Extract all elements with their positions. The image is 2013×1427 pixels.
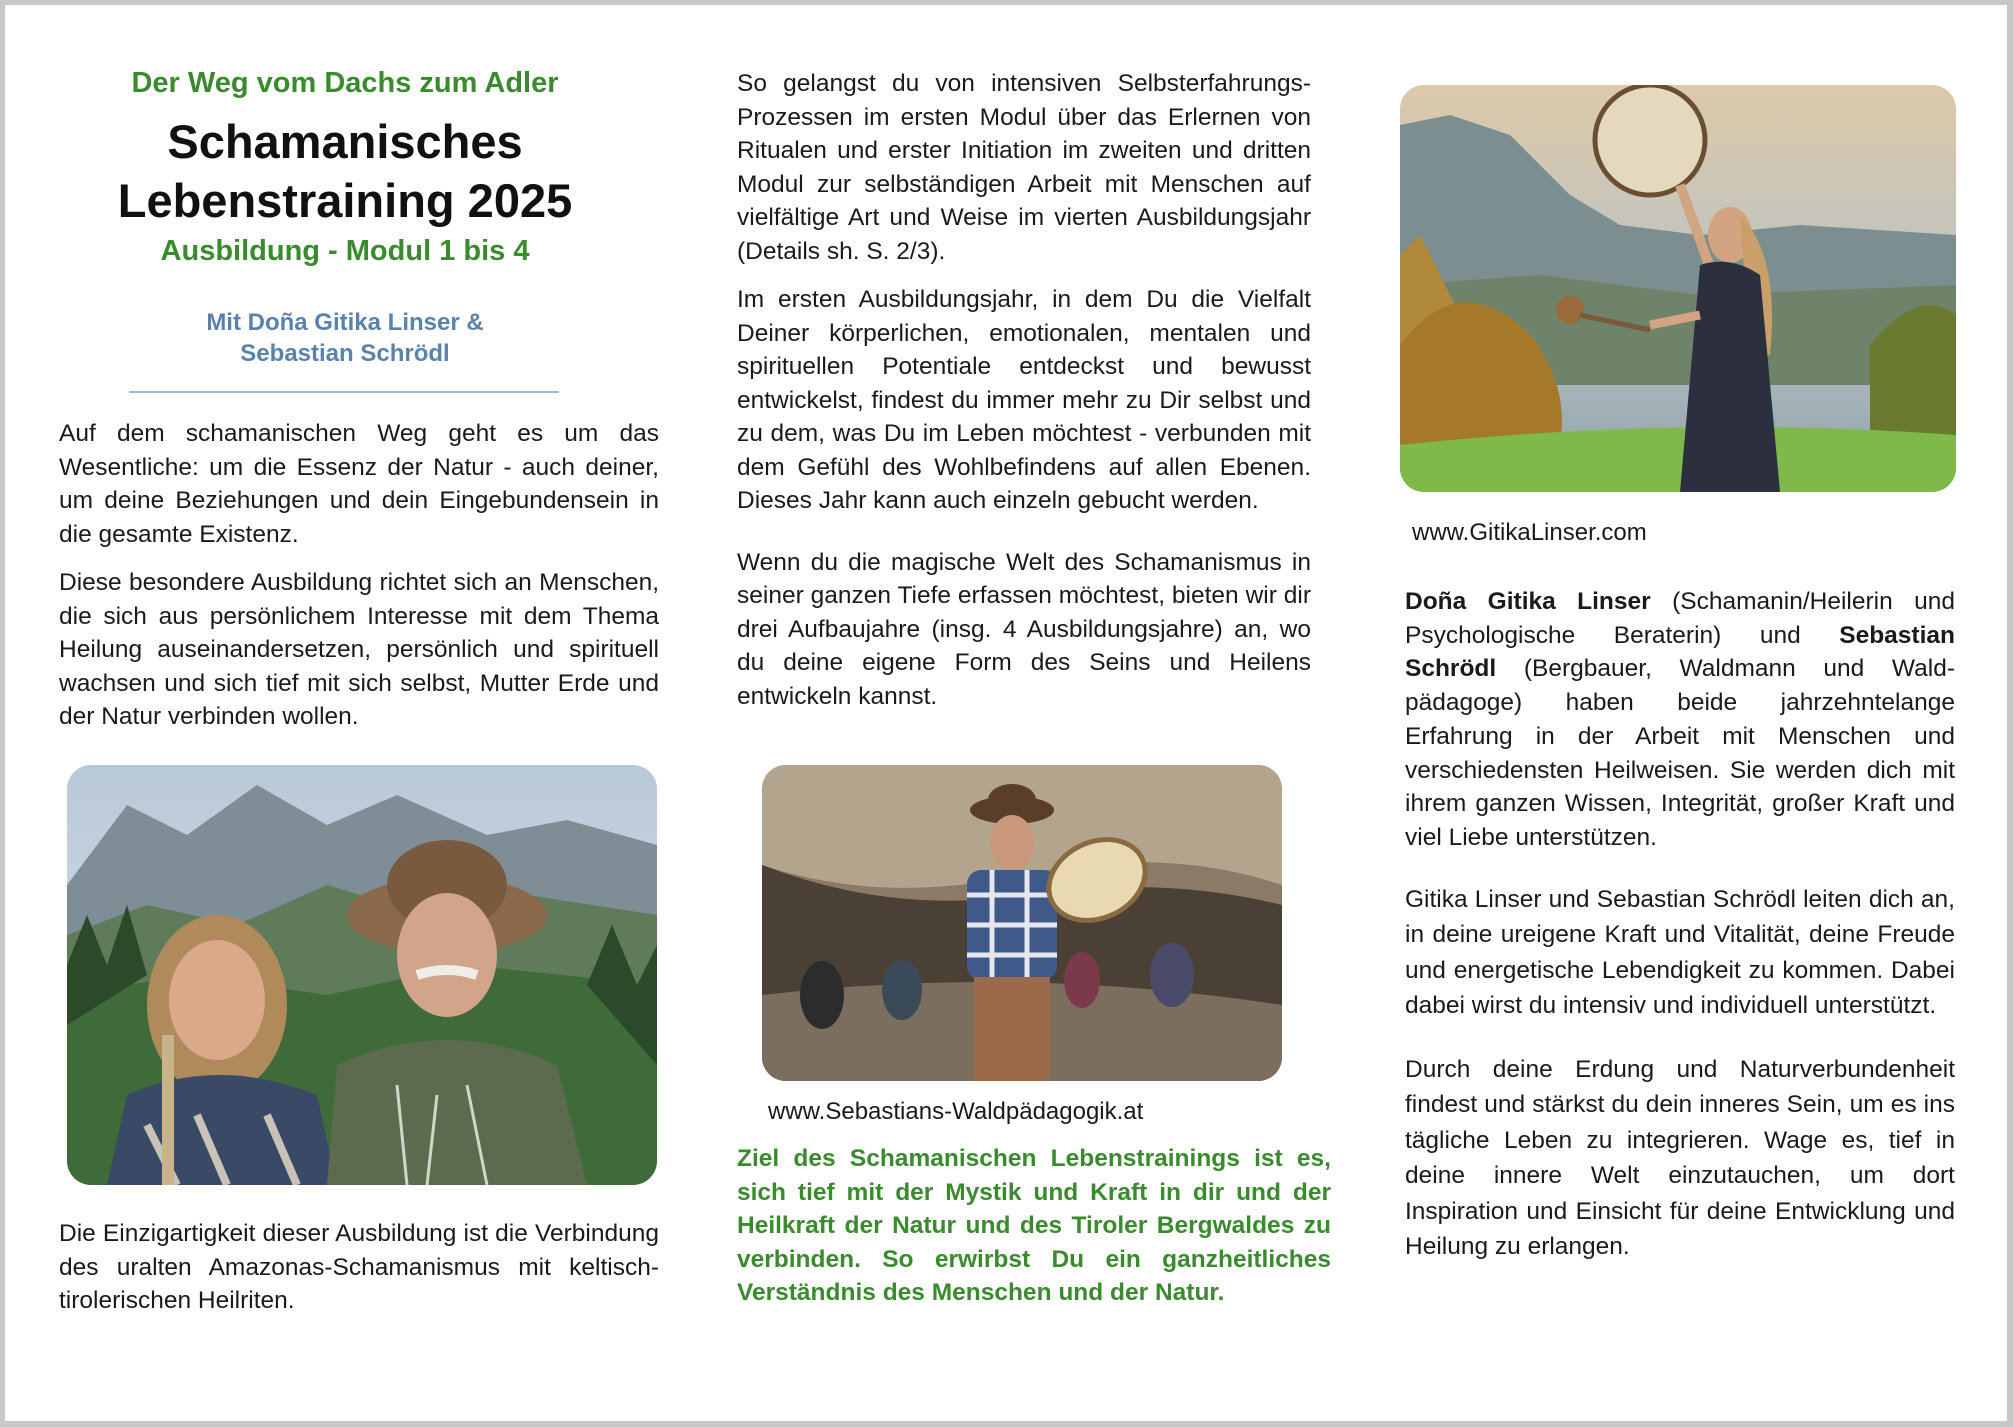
goal-quote: Ziel des Schamanischen Lebenstrainings ist es, sich tief mit der Mystik und Kraft in dir und der Heilkraft der Natur und des Tiroler Bergwaldes zu verbinden. So erwirbst Du ein ganzheitliches Verständnis des Menschen und der Natur. [737,1145,1331,1306]
sebastian-website-link[interactable]: www.Sebastians-Waldpädagogik.at [768,1098,1144,1125]
bio-text-1: (Schamanin/Heilerin und Psychologische Beraterin) und [1405,588,1955,649]
authors [45,307,645,369]
first-year-paragraph: Im ersten Ausbildungsjahr, in dem Du die Vielfalt Deiner körperlichen, emotionalen, mentalen und spirituellen Potentiale entdeckst und bewusst entwickelst, findest du immer mehr zu Dir selbst und zu dem, was Du im Leben möchtest - verbunden mit dem Gefühl des Wohlbefindens auf allen Ebenen. Dieses Jahr kann auch einzeln gebucht werden. [737,286,1311,514]
bio-name-sebastian: Sebastian Schrödl [1405,621,1955,683]
intro-paragraph: Auf dem schamanischen Weg geht es um das Wesentliche: um die Essenz der Natur - auch deiner, um deine Beziehungen und dein Eingebundensein in die gesamte Existenz. [59,420,659,548]
brochure-page [5,5,2007,1421]
title-divider [129,391,559,393]
left-text-top [59,417,659,734]
bio-name-gitika: Doña Gitika Linser [1405,588,1651,615]
page-title [45,112,645,230]
uniqueness-paragraph: Die Einzigartigkeit dieser Ausbildung ist die Verbindung des uralten Amazonas-Schamanismus mit keltisch-tirolerischen Heilriten. [59,1220,659,1314]
bio-paragraph [1405,585,1955,855]
cave-ceremony-photo [762,765,1282,1081]
guidance-paragraph: Gitika Linser und Sebastian Schrödl leiten dich an, in deine ureigene Kraft und Vitalität, deine Freude und energetische Lebendigkeit zu kommen. Dabei dabei wirst du intensiv und individuell unterstützt. [1405,885,1955,1020]
drum-ceremony-photo [1400,85,1956,492]
modules-paragraph: So gelangst du von intensiven Selbsterfahrungs-Prozessen im ersten Modul über das Erlernen von Ritualen und erster Initiation im zweiten und dritten Modul zur selbständigen Arbeit mit Menschen auf vielfältige Art und Weise im vierten Ausbildungsjahr (Details sh. S. 2/3). [737,70,1311,265]
middle-text-top [737,67,1311,713]
page-subtitle: Der Weg vom Dachs zum Adler [131,67,559,99]
grounding-paragraph: Durch deine Erdung und Naturverbundenheit findest und stärkst du dein inneres Sein, um es ins tägliche Leben zu integrieren. Wage es, tief in deine innere Welt einzutauchen, um dort Inspiration und Einsicht für deine Entwicklung und Heilung zu erlangen. [1405,1055,1955,1261]
gitika-website-link[interactable]: www.GitikaLinser.com [1412,519,1647,546]
right-text [1405,585,1955,1265]
couple-mountain-photo [67,765,657,1185]
title-line-2: Lebenstraining 2025 [117,174,573,227]
module-heading: Ausbildung - Modul 1 bis 4 [160,235,530,267]
authors-line-1: Mit Doña Gitika Linser & [206,309,484,336]
authors-line-2: Sebastian Schrödl [240,340,450,367]
audience-paragraph: Diese besondere Ausbildung richtet sich an Menschen, die sich aus persönlichem Interesse mit dem Thema Heilung auseinandersetzen, persönlich und spirituell wachsen und sich tief mit sich selbst, Mutter Erde und der Natur verbinden wollen. [59,569,659,730]
advanced-years-paragraph: Wenn du die magische Welt des Schamanismus in seiner ganzen Tiefe erfassen möchtest, bieten wir dir drei Aufbaujahre (insg. 4 Ausbildungsjahre) an, wo du deine eigene Form des Seins und Heilens entwickeln kannst. [737,548,1311,710]
title-line-1: Schamanisches [167,115,523,168]
bio-text-2: (Bergbauer, Waldmann und Wald-pädagoge) haben beide jahrzehntelange Erfahrung in der Arbeit mit Menschen und verschiedensten Heilweisen. Sie werden dich mit ihrem ganzen Wissen, Integrität, großer Kraft und viel Liebe unterstützen. [1405,655,1955,851]
